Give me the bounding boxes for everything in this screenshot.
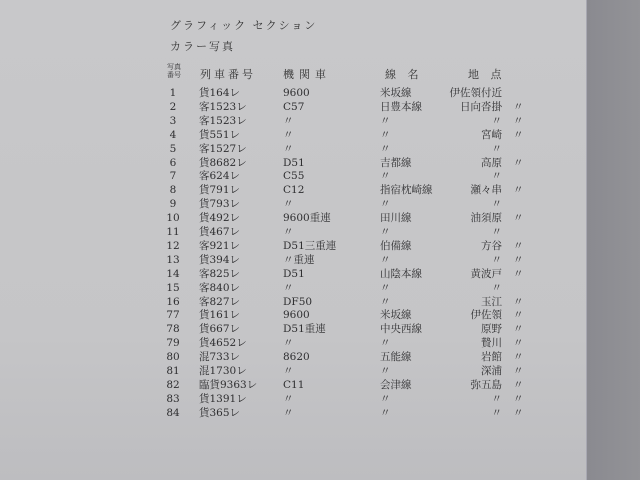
photo-no: 16 [166,295,180,308]
header-photo-no [167,63,181,79]
ditto-mark: 〃 [513,309,524,322]
train-no: 貨791レ [199,184,241,197]
header-photo-no-line2: 番号 [167,71,181,79]
location: 〃 [491,142,502,155]
locomotive: D51三重連 [283,239,337,252]
table-row [0,239,586,253]
table-row [0,295,586,309]
line-name: 米坂線 [380,87,412,99]
locomotive: 〃 [283,198,294,211]
location: 油須原 [470,212,502,225]
ditto-mark: 〃 [513,267,524,280]
table-row [0,100,586,114]
photo-no: 4 [169,128,177,141]
ditto-mark: 〃 [513,253,524,266]
train-no: 客827レ [199,295,241,308]
line-name: 米坂線 [380,309,412,322]
ditto-mark: 〃 [513,295,524,308]
header-line: 線 名 [385,68,423,81]
ditto-mark: 〃 [513,184,524,197]
line-name: 田川線 [380,212,412,225]
locomotive: 〃重連 [283,253,315,266]
location: 〃 [491,281,502,294]
location: 宮崎 [481,128,502,141]
train-no: 客624レ [199,170,241,183]
photo-no: 15 [166,281,180,294]
table-row [0,225,586,239]
train-no: 貨492レ [199,212,241,225]
photo-no: 14 [166,267,180,280]
line-name: 吉都線 [380,156,412,169]
locomotive: C11 [283,378,305,391]
location: 〃 [491,392,502,405]
train-no: 貨365レ [199,406,241,419]
ditto-mark: 〃 [513,406,524,419]
locomotive: 〃 [283,226,294,238]
line-name: 五能線 [380,351,412,364]
line-name: 〃 [380,198,391,211]
table-row [0,197,586,211]
subtitle: カラー写真 [170,40,235,53]
train-no: 臨貨9363レ [199,378,258,391]
ditto-mark: 〃 [513,337,524,350]
header-train-no: 列車番号 [200,68,256,81]
location: 伊佐領 [470,309,502,322]
table-row [0,169,586,183]
photo-no: 77 [166,309,180,322]
photo-no: 13 [166,253,180,266]
ditto-mark: 〃 [513,392,524,405]
locomotive: 9600重連 [283,212,331,225]
train-no: 貨164レ [199,87,241,99]
locomotive: 〃 [283,114,294,127]
ditto-mark: 〃 [513,212,524,225]
photo-no: 79 [166,337,180,350]
train-no: 貨4652レ [199,337,247,350]
train-no: 貨1391レ [199,392,247,405]
location: 瀬々串 [470,184,502,197]
locomotive: D51 [283,267,305,280]
locomotive: 〃 [283,365,294,377]
photo-no: 84 [166,406,180,419]
train-no: 客1527レ [199,142,247,155]
train-no: 貨551レ [199,128,241,141]
location: 原野 [481,323,502,336]
table-row [0,211,586,225]
location: 〃 [491,226,502,238]
location: 玉江 [481,295,502,308]
locomotive: 9600 [283,309,310,322]
location: 〃 [491,198,502,211]
locomotive: 〃 [283,406,294,419]
train-no: 客825レ [199,267,241,280]
location: 〃 [491,406,502,419]
train-no: 貨667レ [199,323,241,336]
location: 高原 [481,156,502,169]
line-name: 〃 [380,281,391,294]
ditto-mark: 〃 [513,351,524,364]
line-name: 〃 [380,337,391,350]
train-no: 客840レ [199,281,241,294]
photo-no: 10 [166,212,180,225]
location: 岩館 [481,351,502,364]
photo-no: 8 [169,184,177,197]
line-name: 〃 [380,392,391,405]
line-name: 〃 [380,253,391,266]
ditto-mark: 〃 [513,323,524,336]
line-name: 〃 [380,295,391,308]
table-row [0,308,586,322]
line-name: 〃 [380,142,391,155]
location: 弥五島 [470,378,502,391]
photo-no: 12 [166,239,180,252]
locomotive: 8620 [283,351,310,364]
line-name: 〃 [380,128,391,141]
table-row [0,114,586,128]
table-row [0,350,586,364]
locomotive: 〃 [283,281,294,294]
photo-no: 2 [169,100,177,113]
locomotive: 〃 [283,128,294,141]
location: 〃 [491,253,502,266]
train-no: 客1523レ [199,100,247,113]
photo-no: 7 [169,170,177,183]
table-row [0,322,586,336]
header-photo-no-line1: 写真 [167,63,181,71]
table-row [0,364,586,378]
line-name: 伯備線 [380,239,412,252]
train-no: 混733レ [199,351,241,364]
table-row [0,183,586,197]
table-row [0,392,586,406]
train-no: 貨161レ [199,309,241,322]
ditto-mark: 〃 [513,365,524,377]
photo-no: 5 [169,142,177,155]
ditto-mark: 〃 [513,239,524,252]
photo-no: 78 [166,323,180,336]
line-name: 〃 [380,365,391,377]
table-row [0,86,586,100]
ditto-mark: 〃 [513,156,524,169]
photo-no: 82 [166,378,180,391]
location: 〃 [491,170,502,183]
line-name: 〃 [380,114,391,127]
table-row [0,253,586,267]
photo-no: 81 [166,365,180,377]
ditto-mark: 〃 [513,100,524,113]
photo-no: 80 [166,351,180,364]
table-row [0,156,586,170]
line-name: 山陰本線 [380,267,422,280]
location: 黄波戸 [470,267,502,280]
line-name: 中央西線 [380,323,422,336]
location: 日向沓掛 [460,100,502,113]
photo-no: 3 [169,114,177,127]
line-name: 指宿枕崎線 [380,184,433,197]
table-row [0,267,586,281]
photo-no: 9 [169,198,177,211]
train-no: 貨394レ [199,253,241,266]
train-no: 混1730レ [199,365,247,377]
locomotive: 〃 [283,142,294,155]
location: 贄川 [481,337,502,350]
locomotive: DF50 [283,295,313,308]
line-name: 〃 [380,226,391,238]
location: 方谷 [481,239,502,252]
locomotive: C55 [283,170,305,183]
train-no: 客921レ [199,239,241,252]
locomotive: C57 [283,100,305,113]
header-location: 地 点 [468,68,506,81]
section-title: グラフィック セクション [170,19,318,32]
locomotive: 〃 [283,392,294,405]
line-name: 〃 [380,406,391,419]
table-row [0,128,586,142]
locomotive: 〃 [283,337,294,350]
ditto-mark: 〃 [513,114,524,127]
photo-no: 1 [169,87,177,99]
photo-no: 11 [166,226,180,238]
ditto-mark: 〃 [513,128,524,141]
table-row [0,142,586,156]
line-name: 〃 [380,170,391,183]
background-surface [586,0,640,480]
train-no: 貨467レ [199,226,241,238]
table-row [0,378,586,392]
ditto-mark: 〃 [513,378,524,391]
locomotive: D51 [283,156,305,169]
train-no: 貨8682レ [199,156,247,169]
photo-no: 83 [166,392,180,405]
location: 伊佐領付近 [449,87,502,99]
train-no: 客1523レ [199,114,247,127]
locomotive: D51重連 [283,323,326,336]
line-name: 日豊本線 [380,100,422,113]
location: 深浦 [481,365,502,377]
locomotive: C12 [283,184,305,197]
header-locomotive: 機関車 [283,68,331,81]
location: 〃 [491,114,502,127]
locomotive: 9600 [283,87,310,99]
train-no: 貨793レ [199,198,241,211]
table-row [0,281,586,295]
line-name: 会津線 [380,378,412,391]
photo-no: 6 [169,156,177,169]
table-row [0,336,586,350]
table-row [0,406,586,420]
